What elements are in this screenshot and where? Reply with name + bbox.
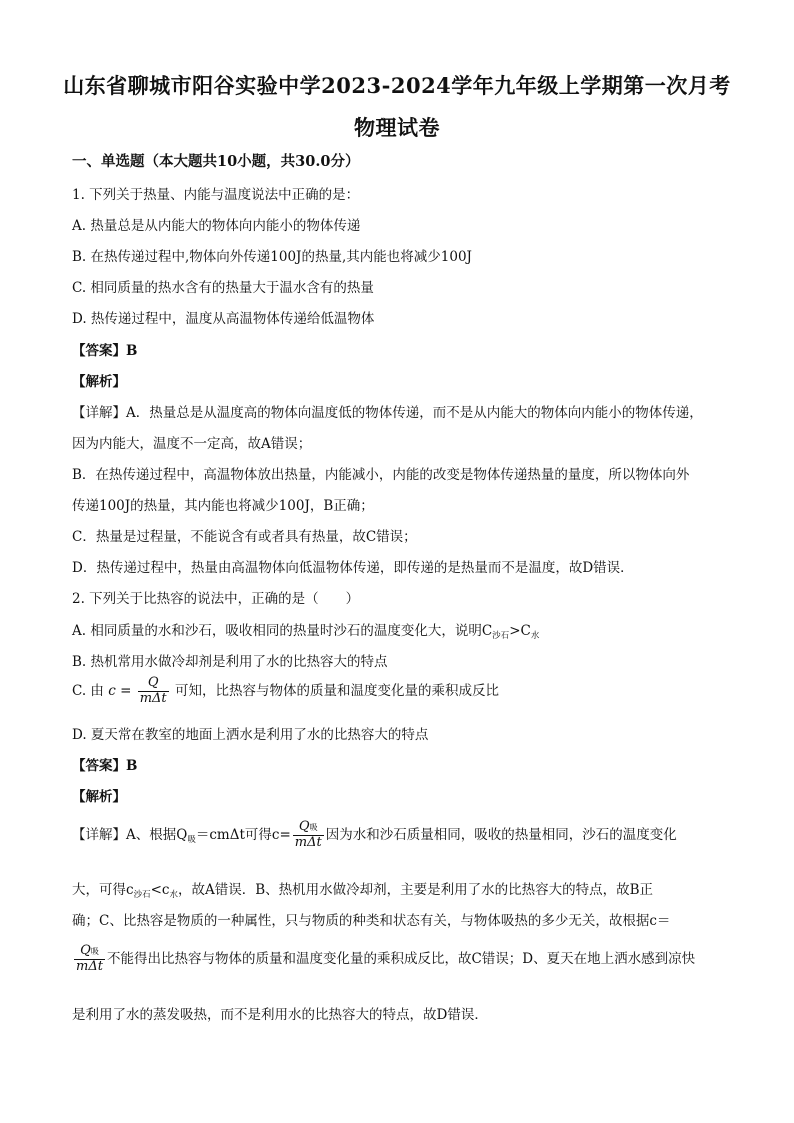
q2-option-c-denominator: mΔt: [139, 690, 167, 706]
q1-analysis-label: 【解析】: [72, 374, 126, 390]
q2-analysis-label: 【解析】: [72, 789, 126, 805]
q1-detail-line5: C．热量是过程量，不能说含有或者具有热量，故C错误；: [72, 529, 417, 545]
q1-option-d: D. 热传递过程中，温度从高温物体传递给低温物体: [72, 311, 375, 327]
q2-answer: 【答案】B: [72, 758, 138, 774]
q2-detail1-num-q: Q: [298, 819, 310, 834]
q2-detail4-num-q: Q: [80, 943, 91, 958]
q1-option-b: B. 在热传递过程中,物体向外传递100J的热量,其内能也将减少100J: [72, 249, 472, 265]
q2-detail4-denominator: mΔt: [76, 958, 103, 974]
q2-detail2-sub-sand: 沙石: [133, 890, 151, 900]
q2-option-c-fraction: [138, 676, 169, 707]
page-title-line1: 山东省聊城市阳谷实验中学2023-2024学年九年级上学期第一次月考: [63, 73, 731, 98]
q2-option-a: [72, 619, 539, 641]
q2-detail4-fraction: [74, 944, 105, 975]
q2-option-d: D. 夏天常在教室的地面上洒水是利用了水的比热容大的特点: [72, 727, 429, 743]
q1-detail-line6: D．热传递过程中，热量由高温物体向低温物体传递，即传递的是热量而不是温度，故D错误．: [72, 560, 634, 576]
q2-option-a-sub-sand: 沙石: [492, 631, 510, 641]
q2-option-c: [72, 676, 499, 707]
q2-option-a-text: A. 相同质量的水和沙石，吸收相同的热量时沙石的温度变化大，说明C: [72, 623, 493, 639]
q2-detail1-num-sub: 吸: [309, 823, 318, 832]
q2-stem: 2. 下列关于比热容的说法中，正确的是（ ）: [72, 591, 360, 607]
q2-detail1-sub: 吸: [187, 834, 196, 845]
q2-detail-line3: 确；C、比热容是物质的一种属性，只与物质的种类和状态有关，与物体吸热的多少无关，故根据c＝: [72, 913, 671, 929]
q2-detail4-suffix: 不能得出比热容与物体的质量和温度变化量的乘积成反比，故C错误；D、夏天在地上洒水感到凉快: [106, 950, 696, 967]
q2-detail1-a: 【详解】A、根据Q: [72, 826, 188, 843]
q2-option-b: B. 热机常用水做冷却剂是利用了水的比热容大的特点: [72, 654, 388, 670]
q2-option-c-suffix: 可知，比热容与物体的质量和温度变化量的乘积成反比: [174, 682, 499, 699]
q2-detail4-num-sub: 吸: [90, 947, 99, 956]
q1-detail-line4: 传递100J的热量，其内能也将减少100J，B正确；: [72, 498, 374, 514]
q2-detail2-b: <c: [150, 882, 170, 898]
q2-detail1-c: 因为水和沙石质量相同，吸收的热量相同，沙石的温度变化: [325, 826, 677, 843]
q1-detail-line3: B．在热传递过程中，高温物体放出热量，内能减小，内能的改变是物体传递热量的量度，所以物体向外: [72, 467, 690, 483]
q1-detail-line2: 因为内能大，温度不一定高，故A错误；: [72, 436, 312, 452]
q2-detail2-sub-water: 水: [169, 890, 178, 900]
section-heading: 一、单选题（本大题共10小题，共30.0分）: [72, 153, 360, 170]
page-title-line2: 物理试卷: [354, 115, 440, 140]
q2-detail4-numerator: [74, 944, 105, 960]
q2-option-c-formula-lhs: c =: [108, 682, 132, 699]
q2-option-c-prefix: C. 由: [72, 682, 104, 699]
q2-option-c-numerator: Q: [138, 676, 169, 692]
q1-answer: 【答案】B: [72, 343, 138, 359]
q2-detail1-b: ＝cmΔt可得c=: [195, 826, 291, 843]
q2-detail-line2: [72, 878, 653, 900]
q2-detail2-c: ，故A错误．B、热机用水做冷却剂，主要是利用了水的比热容大的特点，故B正: [177, 882, 654, 898]
q1-option-c: C. 相同质量的热水含有的热量大于温水含有的热量: [72, 280, 374, 296]
q1-option-a: A. 热量总是从内能大的物体向内能小的物体传递: [72, 218, 361, 234]
q2-detail-line5: 是利用了水的蒸发吸热，而不是利用水的比热容大的特点，故D错误．: [72, 1007, 488, 1023]
q2-option-a-sub-water: 水: [530, 631, 540, 641]
q2-detail2-a: 大，可得c: [72, 882, 134, 898]
q2-detail-line4: [72, 944, 695, 975]
q1-detail-line1: 【详解】A．热量总是从温度高的物体向温度低的物体传递，而不是从内能大的物体向内能小的物体传递，: [72, 405, 703, 421]
q2-detail1-numerator: [293, 820, 324, 836]
q2-detail-line1: [72, 820, 677, 851]
q1-stem: 1. 下列关于热量、内能与温度说法中正确的是：: [72, 187, 360, 203]
q2-detail1-denominator: mΔt: [294, 834, 322, 850]
q2-option-a-compare: >C: [509, 623, 531, 639]
q2-detail1-fraction: [293, 820, 324, 851]
